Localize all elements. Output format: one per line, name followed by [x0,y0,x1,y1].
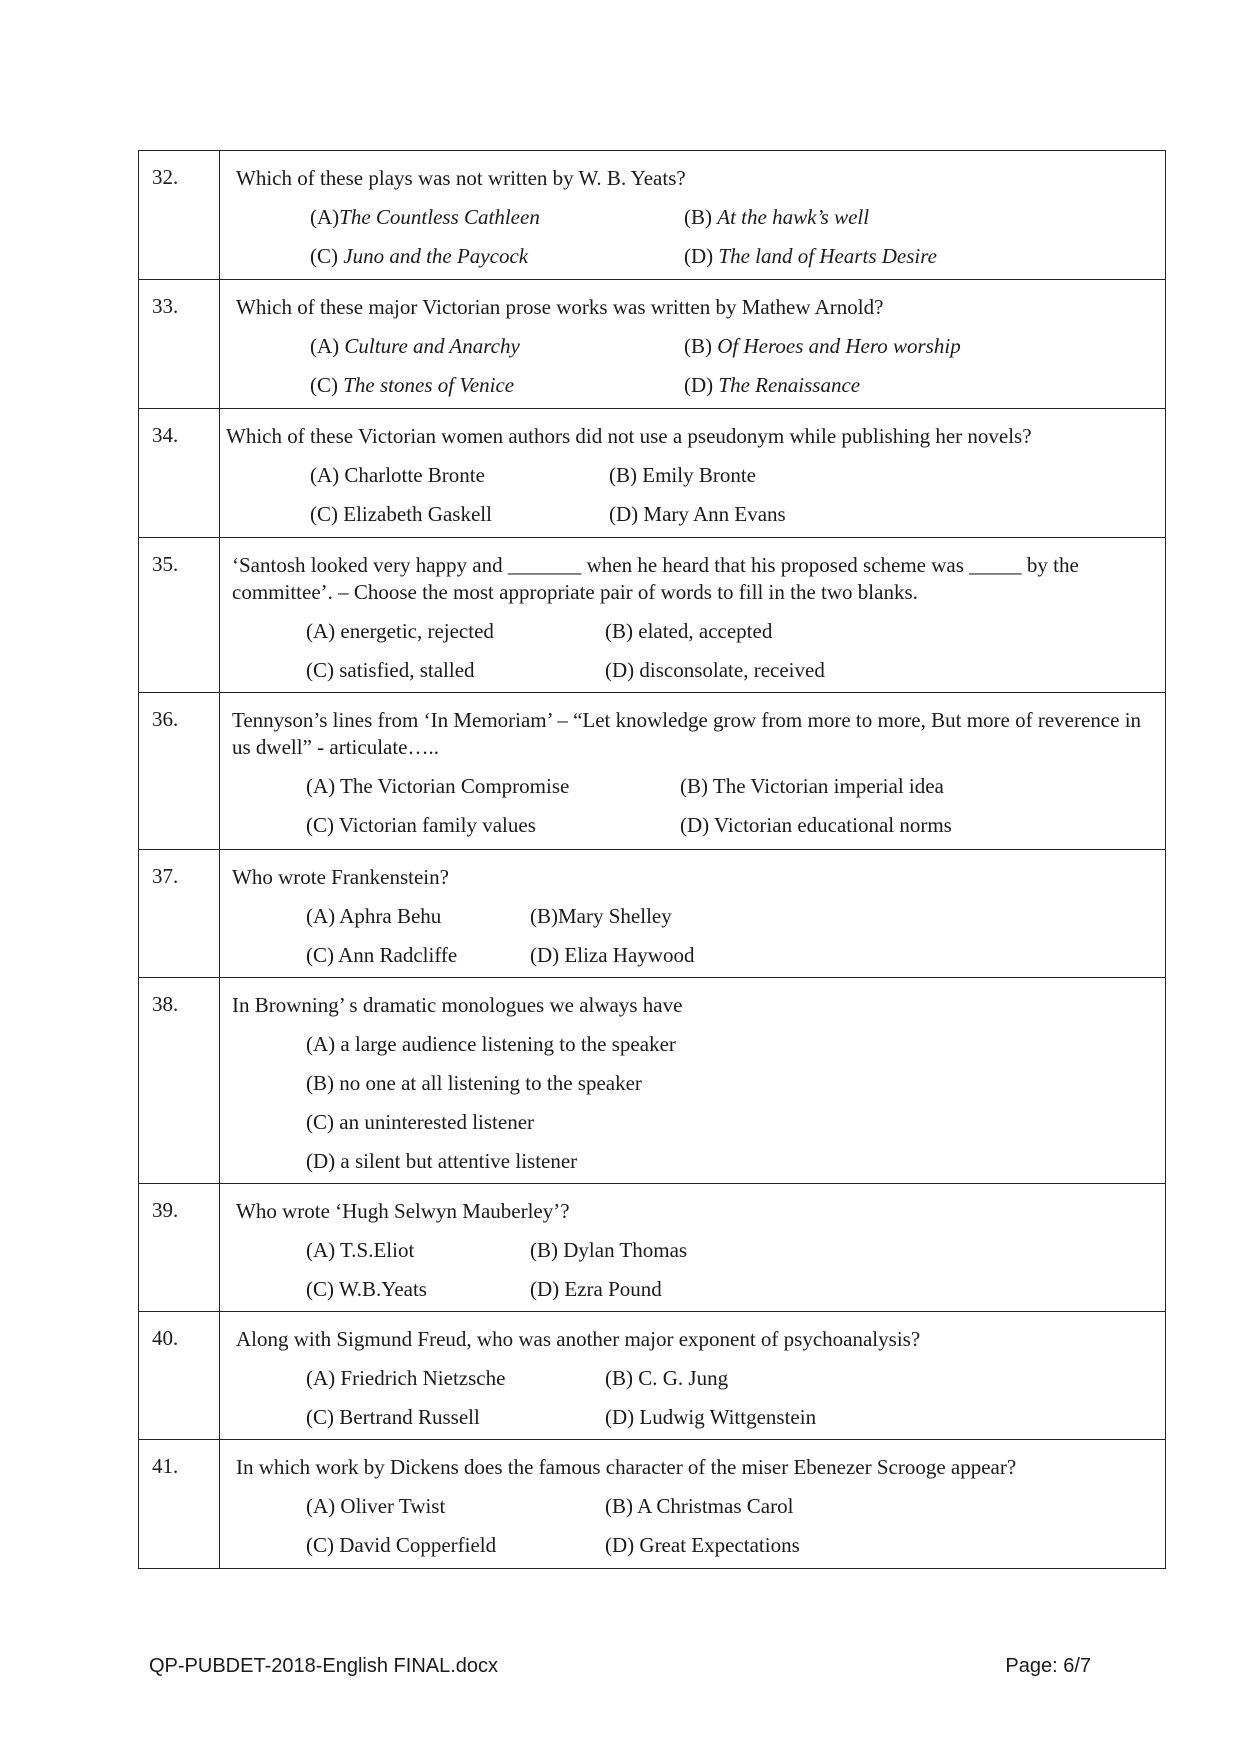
footer-page-number: Page: 6/7 [1005,1655,1091,1677]
option-b: (B) The Victorian imperial idea [680,774,944,798]
footer-filename: QP-PUBDET-2018-English FINAL.docx [149,1655,499,1677]
option-c: (C) The stones of Venice [310,373,515,397]
question-text: Who wrote Frankenstein? [232,865,449,889]
question-row [139,538,1166,693]
option-d: (D) Eliza Haywood [530,943,695,967]
option-a: (A) Friedrich Nietzsche [306,1366,506,1390]
question-number: 37. [152,864,179,888]
option-c: (C) an uninterested listener [306,1110,535,1134]
option-a: (A)The Countless Cathleen [310,205,540,229]
option-a: (A) energetic, rejected [306,619,494,643]
option-d: (D) disconsolate, received [605,658,825,682]
option-d: (D) Mary Ann Evans [609,502,786,526]
option-b: (B) C. G. Jung [605,1366,729,1390]
question-number: 38. [152,992,179,1016]
option-a: (A) T.S.Eliot [306,1238,415,1262]
question-row [139,151,1166,280]
option-d: (D) The Renaissance [684,373,861,397]
option-d: (D) a silent but attentive listener [306,1149,578,1173]
option-b: (B) Emily Bronte [609,463,756,487]
question-text: In which work by Dickens does the famous character of the miser Ebenezer Scrooge appear? [236,1455,1017,1479]
question-row [139,1440,1166,1569]
option-c: (C) Victorian family values [306,813,536,837]
option-c: (C) satisfied, stalled [306,658,475,682]
question-text: Which of these major Victorian prose works was written by Mathew Arnold? [236,295,884,319]
question-text: ‘Santosh looked very happy and _______ when he heard that his proposed scheme was _____ by the committee’. – Choose the most appropriate pair of words to fill in the two blanks. [232,553,1079,604]
question-text: Tennyson’s lines from ‘In Memoriam’ – “Let knowledge grow from more to more, But more of reverence in us dwell” - articulate….. [232,708,1142,759]
question-row [139,1184,1166,1312]
option-c: (C) Juno and the Paycock [310,244,529,268]
question-text: Which of these Victorian women authors did not use a pseudonym while publishing her novels? [226,424,1032,448]
question-number: 34. [152,423,179,447]
question-table [138,150,1166,1569]
question-number: 39. [152,1198,179,1222]
question-row [139,409,1166,538]
question-text: Along with Sigmund Freud, who was another major exponent of psychoanalysis? [236,1327,921,1351]
option-d: (D) Victorian educational norms [680,813,952,837]
option-a: (A) The Victorian Compromise [306,774,570,798]
option-b: (B) elated, accepted [605,619,773,643]
option-b: (B) A Christmas Carol [605,1494,794,1518]
option-d: (D) The land of Hearts Desire [684,244,937,268]
question-number: 32. [152,165,179,189]
question-row [139,280,1166,409]
question-text: Which of these plays was not written by W. B. Yeats? [236,166,686,190]
option-d: (D) Great Expectations [605,1533,800,1557]
question-text: Who wrote ‘Hugh Selwyn Mauberley’? [236,1199,570,1223]
question-number: 41. [152,1454,179,1478]
option-d: (D) Ludwig Wittgenstein [605,1405,817,1429]
question-row [139,1312,1166,1440]
option-b: (B)Mary Shelley [530,904,672,928]
option-b: (B) At the hawk’s well [684,205,870,229]
question-row [139,693,1166,850]
option-c: (C) Ann Radcliffe [306,943,458,967]
option-b: (B) no one at all listening to the speaker [306,1071,642,1095]
option-d: (D) Ezra Pound [530,1277,662,1301]
option-a: (A) Culture and Anarchy [310,334,520,358]
question-number: 40. [152,1326,179,1350]
question-number: 33. [152,294,179,318]
option-a: (A) a large audience listening to the speaker [306,1032,676,1056]
option-b: (B) Dylan Thomas [530,1238,688,1262]
option-c: (C) W.B.Yeats [306,1277,427,1301]
option-b: (B) Of Heroes and Hero worship [684,334,961,358]
question-number: 36. [152,707,179,731]
option-c: (C) David Copperfield [306,1533,497,1557]
question-row [139,978,1166,1184]
question-number: 35. [152,552,179,576]
question-text: In Browning’ s dramatic monologues we always have [232,993,683,1017]
option-a: (A) Charlotte Bronte [310,463,485,487]
option-a: (A) Aphra Behu [306,904,442,928]
question-row [139,850,1166,978]
option-a: (A) Oliver Twist [306,1494,446,1518]
option-c: (C) Bertrand Russell [306,1405,480,1429]
option-c: (C) Elizabeth Gaskell [310,502,492,526]
